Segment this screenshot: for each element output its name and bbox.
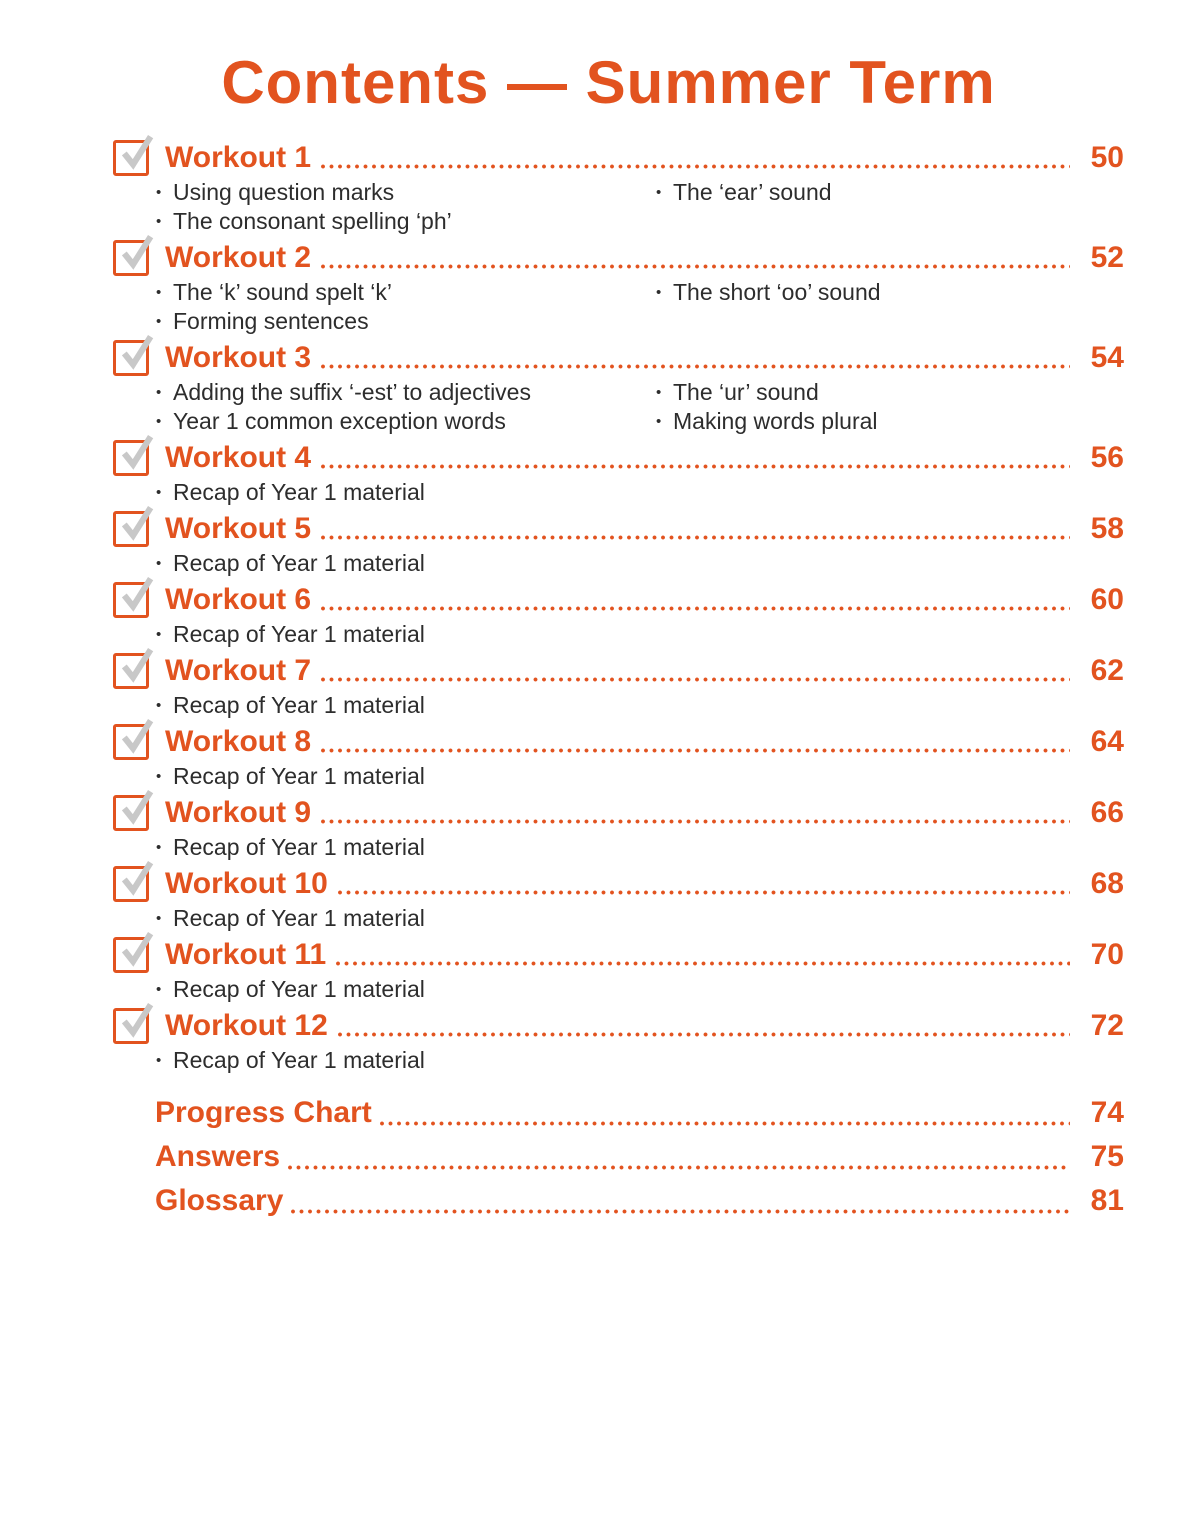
topic-list-left	[155, 178, 655, 236]
topic-item: • Adding the suffix ‘-est’ to adjectives	[155, 378, 655, 407]
page-number: 54	[1090, 341, 1124, 374]
check-icon	[117, 930, 155, 968]
workout-row	[113, 438, 1124, 478]
dotted-leader	[321, 606, 1070, 611]
contents-entry	[113, 1006, 1124, 1075]
dotted-leader	[321, 364, 1070, 369]
check-icon	[117, 788, 155, 826]
page-number: 58	[1090, 512, 1124, 545]
topic-item: • The ‘ear’ sound	[655, 178, 1124, 207]
workout-checkbox[interactable]	[113, 937, 149, 973]
topic-item: • The ‘k’ sound spelt ‘k’	[155, 278, 655, 307]
topic-list-left	[155, 691, 655, 720]
workout-title: Workout 1	[165, 141, 312, 174]
workout-title: Workout 5	[165, 512, 312, 545]
page-title: Contents — Summer Term	[221, 49, 996, 116]
workout-title: Workout 3	[165, 341, 312, 374]
dotted-leader	[321, 535, 1070, 540]
topic-list-left	[155, 549, 655, 578]
dotted-leader	[321, 819, 1070, 824]
contents-entry	[113, 238, 1124, 336]
page-number: 60	[1090, 583, 1124, 616]
check-icon	[117, 504, 155, 542]
workout-title: Workout 6	[165, 583, 312, 616]
topic-list-right	[655, 691, 1124, 720]
topic-item: • Recap of Year 1 material	[155, 975, 655, 1004]
footer-label: Progress Chart	[155, 1096, 372, 1129]
topic-list-left	[155, 762, 655, 791]
page-number: 52	[1090, 241, 1124, 274]
contents-entry	[113, 580, 1124, 649]
dotted-leader	[321, 164, 1070, 169]
topic-list-right	[655, 904, 1124, 933]
dotted-leader	[321, 677, 1070, 682]
contents-entry	[113, 438, 1124, 507]
workout-row	[113, 793, 1124, 833]
workout-row	[113, 138, 1124, 178]
workout-row	[113, 1006, 1124, 1046]
topic-lists	[155, 762, 1124, 791]
workout-title: Workout 11	[165, 938, 327, 971]
topic-list-right	[655, 549, 1124, 578]
workout-checkbox[interactable]	[113, 795, 149, 831]
contents-list	[113, 138, 1124, 1075]
topic-list-left	[155, 620, 655, 649]
workout-row	[113, 338, 1124, 378]
footer-label: Answers	[155, 1140, 281, 1173]
check-icon	[117, 333, 155, 371]
dotted-leader	[321, 464, 1070, 469]
workout-row	[113, 238, 1124, 278]
topic-item: • Recap of Year 1 material	[155, 904, 655, 933]
topic-lists	[155, 691, 1124, 720]
check-icon	[117, 717, 155, 755]
check-icon	[117, 233, 155, 271]
topic-item: • The short ‘oo’ sound	[655, 278, 1124, 307]
page-number: 64	[1090, 725, 1124, 758]
workout-title: Workout 12	[165, 1009, 328, 1042]
workout-checkbox[interactable]	[113, 511, 149, 547]
topic-list-right	[655, 378, 1124, 436]
topic-lists	[155, 278, 1124, 336]
topic-list-right	[655, 478, 1124, 507]
topic-lists	[155, 833, 1124, 862]
topic-list-left	[155, 1046, 655, 1075]
topic-lists	[155, 549, 1124, 578]
check-icon	[117, 1001, 155, 1039]
topic-list-left	[155, 278, 655, 336]
workout-checkbox[interactable]	[113, 582, 149, 618]
workout-row	[113, 722, 1124, 762]
contents-entry	[113, 509, 1124, 578]
topic-lists	[155, 1046, 1124, 1075]
contents-entry	[113, 722, 1124, 791]
topic-item: • Making words plural	[655, 407, 1124, 436]
workout-title: Workout 7	[165, 654, 312, 687]
page-number: 68	[1090, 867, 1124, 900]
topic-list-right	[655, 833, 1124, 862]
dotted-leader	[321, 264, 1070, 269]
topic-item: • Year 1 common exception words	[155, 407, 655, 436]
topic-list-right	[655, 278, 1124, 336]
topic-item: • Recap of Year 1 material	[155, 833, 655, 862]
topic-item: • The ‘ur’ sound	[655, 378, 1124, 407]
dotted-leader	[338, 1032, 1070, 1037]
workout-row	[113, 509, 1124, 549]
workout-title: Workout 8	[165, 725, 312, 758]
check-icon	[117, 133, 155, 171]
workout-row	[113, 935, 1124, 975]
page-number: 66	[1090, 796, 1124, 829]
check-icon	[117, 575, 155, 613]
topic-item: • Recap of Year 1 material	[155, 762, 655, 791]
topic-list-left	[155, 904, 655, 933]
topic-item: • Forming sentences	[155, 307, 655, 336]
workout-checkbox[interactable]	[113, 866, 149, 902]
topic-lists	[155, 178, 1124, 236]
topic-list-right	[655, 1046, 1124, 1075]
topic-lists	[155, 975, 1124, 1004]
page-number: 70	[1090, 938, 1124, 971]
check-icon	[117, 433, 155, 471]
topic-item: • Using question marks	[155, 178, 655, 207]
footer-entry	[113, 1091, 1124, 1135]
topic-item: • Recap of Year 1 material	[155, 478, 655, 507]
workout-title: Workout 2	[165, 241, 312, 274]
dotted-leader	[321, 748, 1070, 753]
topic-item: • The consonant spelling ‘ph’	[155, 207, 655, 236]
topic-item: • Recap of Year 1 material	[155, 620, 655, 649]
dotted-leader	[291, 1209, 1070, 1214]
contents-entry	[113, 338, 1124, 436]
check-icon	[117, 646, 155, 684]
page-number: 72	[1090, 1009, 1124, 1042]
topic-list-left	[155, 833, 655, 862]
workout-title: Workout 4	[165, 441, 312, 474]
workout-title: Workout 9	[165, 796, 312, 829]
workout-checkbox[interactable]	[113, 1008, 149, 1044]
topic-lists	[155, 620, 1124, 649]
topic-list-left	[155, 478, 655, 507]
topic-item: • Recap of Year 1 material	[155, 549, 655, 578]
topic-list-left	[155, 378, 655, 436]
workout-checkbox[interactable]	[113, 440, 149, 476]
dotted-leader	[288, 1165, 1070, 1170]
page-number: 56	[1090, 441, 1124, 474]
page-number: 50	[1090, 141, 1124, 174]
dotted-leader	[380, 1121, 1070, 1126]
workout-row	[113, 864, 1124, 904]
workout-row	[113, 580, 1124, 620]
footer-entry	[113, 1135, 1124, 1179]
dotted-leader	[336, 961, 1070, 966]
workout-checkbox[interactable]	[113, 724, 149, 760]
footer-label: Glossary	[155, 1184, 284, 1217]
topic-item: • Recap of Year 1 material	[155, 1046, 655, 1075]
contents-entry	[113, 651, 1124, 720]
topic-list-right	[655, 762, 1124, 791]
contents-footer-list	[113, 1091, 1124, 1223]
page-number: 75	[1090, 1140, 1124, 1173]
topic-list-right	[655, 178, 1124, 236]
workout-checkbox[interactable]	[113, 240, 149, 276]
contents-entry	[113, 138, 1124, 236]
workout-checkbox[interactable]	[113, 140, 149, 176]
workout-checkbox[interactable]	[113, 653, 149, 689]
workout-row	[113, 651, 1124, 691]
contents-entry	[113, 793, 1124, 862]
topic-lists	[155, 478, 1124, 507]
contents-entry	[113, 935, 1124, 1004]
workout-title: Workout 10	[165, 867, 328, 900]
topic-lists	[155, 904, 1124, 933]
dotted-leader	[338, 890, 1070, 895]
page-number: 62	[1090, 654, 1124, 687]
page-number: 74	[1090, 1096, 1124, 1129]
footer-entry	[113, 1179, 1124, 1223]
workout-checkbox[interactable]	[113, 340, 149, 376]
topic-item: • Recap of Year 1 material	[155, 691, 655, 720]
page-number: 81	[1090, 1184, 1124, 1217]
topic-lists	[155, 378, 1124, 436]
topic-list-right	[655, 975, 1124, 1004]
check-icon	[117, 859, 155, 897]
topic-list-right	[655, 620, 1124, 649]
contents-entry	[113, 864, 1124, 933]
topic-list-left	[155, 975, 655, 1004]
